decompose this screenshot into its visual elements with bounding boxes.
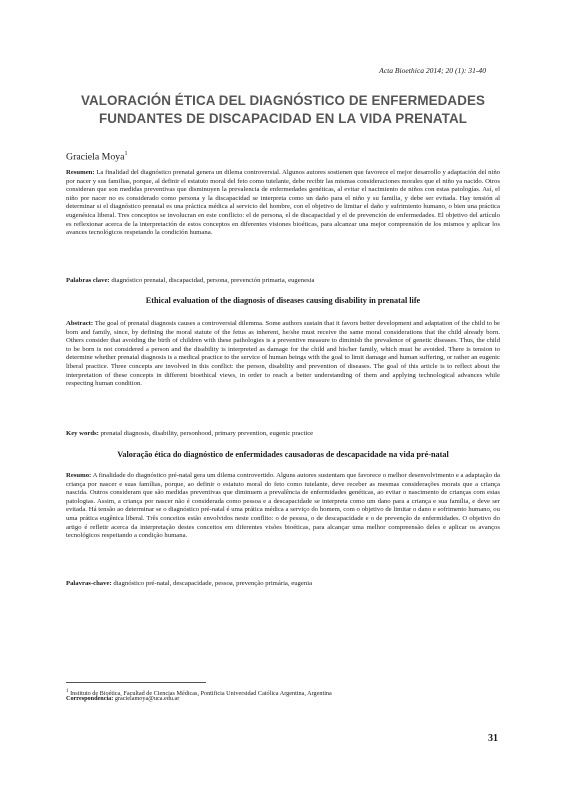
palabras-clave-label: Palabras clave: <box>66 277 110 284</box>
key-words-label: Key words: <box>66 430 99 437</box>
palavras-chave-line <box>66 580 500 589</box>
english-heading: Ethical evaluation of the diagnosis of diseases causing disability in prenatal life <box>145 296 421 305</box>
footnote-affiliation-text: Instituto de Bioética, Facultad de Ciencias Médicas, Pontificia Universidad Católica Argentina, Argentina <box>70 690 332 698</box>
portuguese-heading: Valoração ética do diagnóstico de enfermidades causadoras de descapacidade na vida pré-natal <box>117 450 449 459</box>
footnote-email-label: Correspondencia: <box>66 695 114 702</box>
resumo-label: Resumo: <box>66 472 92 479</box>
palavras-chave-label: Palavras-chave: <box>66 580 112 587</box>
resumen-paragraph <box>66 169 500 238</box>
resumen-label: Resumen: <box>66 169 95 176</box>
author-line <box>66 151 127 162</box>
footnote-divider <box>66 682 206 683</box>
footnote-mark: 1 <box>66 688 69 694</box>
author-name: Graciela Moya <box>66 151 125 163</box>
resumo-paragraph <box>66 472 500 541</box>
key-words-line <box>66 430 500 439</box>
abstract-paragraph <box>66 320 500 389</box>
abstract-text: The goal of prenatal diagnosis causes a controversial dilemma. Some authors sustain that it favors better development and adaptation of the child to be born and family, since, by defining the moral statute of the fetus as inherent, he/she must receive the same moral considerations that the child already born. Others consider that avoiding the birth of children with these pathologies is a preventive measure to diminish the prevalence of genetic diseases. Thus, the child to be born is not considered a person and the disability is interpreted as damage for the child and his/her family, which must be avoided. There is tension to determine whether prenatal diagnosis is a medical practice to the service of human beings with the goal to limit damage and human suffering, or rather an eugenic liberal practice. Three concepts are involved in this conflict: the person, disability and prevention of diseases. The goal of this article is to reflect about the interpretation of these concepts in different bioethical views, in order to reach a better understanding of them and applying technological advances while respecting human condition. <box>66 320 500 388</box>
footnote-correspondence <box>66 695 500 703</box>
footnote-email: gracielamoya@uca.edu.ar <box>114 695 180 702</box>
page-number: 31 <box>488 733 498 744</box>
resumen-text: La finalidad del diagnóstico prenatal genera un dilema controversial. Algunos autores sostienen que favorece el mejor desarrollo y adaptación del niño por nacer y sus familias, porque, al definir el estatuto moral del feto como tutelante, debe recibir las mismas consideraciones morales que el niño ya nacido. Otros consideran que son medidas preventivas que disminuyen la prevalencia de enfermedades genéticas, al evitar el nacimiento de niños con estas patologías. Así, el niño por nacer no es considerado como persona y la discapacidad se interpreta como un daño para el niño y su familia, y debe ser evitada. Hay tensión al determinar si el diagnóstico prenatal es una práctica médica al servicio del hombre, con el objetivo de limitar el daño y sufrimiento humano, o bien una práctica eugenésica liberal. Tres conceptos se involucran en este conflicto: el de persona, el de discapacidad y el de prevención de enfermedades. El objetivo del artículo es reflexionar acerca de la interpretación de estos conceptos en diferentes visiones bioéticas, para alcanzar una mejor comprensión de los mismos y aplicar los avances tecnológicos respetando la condición humana. <box>66 169 501 237</box>
key-words-text: prenatal diagnosis, disability, personhood, primary prevention, eugenic practice <box>100 430 314 437</box>
abstract-label: Abstract: <box>66 320 94 327</box>
author-footnote-mark: 1 <box>124 151 128 157</box>
journal-reference: Acta Bioethica 2014; 20 (1): 31-40 <box>379 66 486 75</box>
resumo-text: A finalidade do diagnóstico pré-natal gera um dilema controvertido. Alguns autores sustentam que favorece o melhor desenvolvimento e a adaptação da criança por nascer e suas famílias, porque, ao definir o estatuto moral do feto como tutelante, deve receber as mesmas considerações morais que a criança nascida. Outros consideram que são medidas preventivas que diminuem a prevalência de enfermidades genéticas, ao evitar o nascimento de crianças com estas patologias. Assim, a criança por nascer não é considerada como pessoa e a descapacidade se interpreta como um dano para a criança e sua família, e deve ser evitada. Há tensão ao determinar se o diagnóstico pré-natal é uma prática médica a serviço do homem, com o objetivo de limitar o dano e sofrimento humano, ou uma prática eugênica liberal. Três conceitos estão envolvidos neste conflito: o de pessoa, o de descapacidade e o de prevenção de enfermidades. O objetivo do artigo é refletir acerca da interpretação destes conceitos em diferentes visões bioéticas, para alcançar uma melhor compreensão deles e aplicar os avanços tecnológicos respeitando a condição humana. <box>66 472 501 540</box>
palabras-clave-text: diagnóstico prenatal, discapacidad, persona, prevención primaria, eugenesia <box>111 277 315 284</box>
palabras-clave-line <box>66 277 500 286</box>
article-title: VALORACIÓN ÉTICA DEL DIAGNÓSTICO DE ENFERMEDADES FUNDANTES DE DISCAPACIDAD EN LA VIDA PRENATAL <box>80 93 486 126</box>
palavras-chave-text: diagnóstico pré-natal, descapacidade, pessoa, prevenção primária, eugenia <box>113 580 313 587</box>
